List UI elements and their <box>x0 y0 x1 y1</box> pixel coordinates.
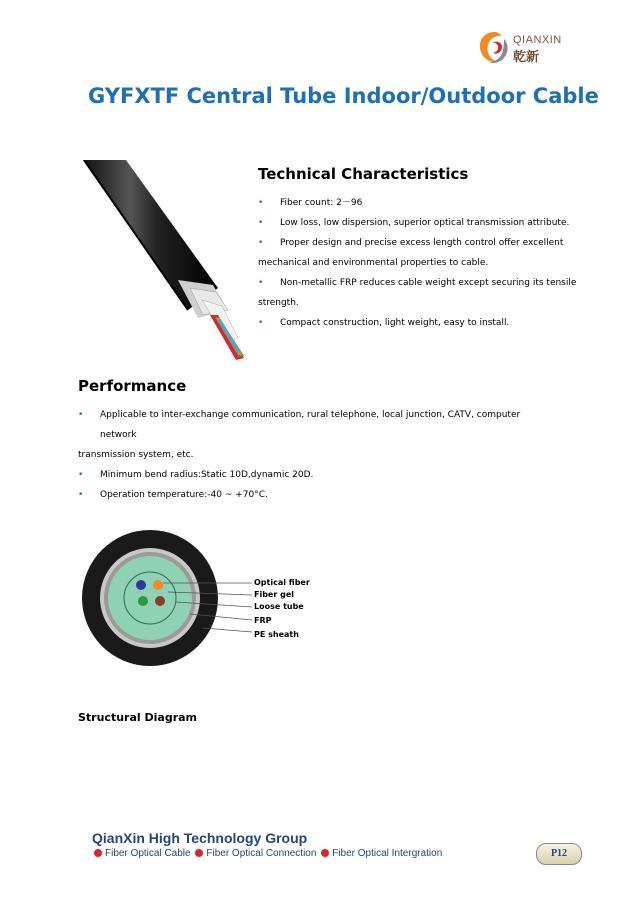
technical-heading: Technical Characteristics <box>258 165 469 183</box>
diagram-label: PE sheath <box>254 630 299 639</box>
bullet-icon: • <box>258 238 264 248</box>
footer-item: Fiber Optical Cable <box>105 848 191 859</box>
list-item-continuation: mechanical and environmental properties to cable. <box>258 258 489 268</box>
list-item <box>78 465 558 485</box>
logo-chinese: 乾新 <box>513 50 540 65</box>
list-item-text: Applicable to inter-exchange communication, rural telephone, local junction, CATV, computer network <box>100 410 521 440</box>
list-item-text: Fiber count: 2－96 <box>280 198 363 208</box>
list-item <box>78 485 558 505</box>
red-dot-icon <box>321 849 329 857</box>
footer-tagline <box>92 848 442 859</box>
list-item-text: Non-metallic FRP reduces cable weight except securing its tensile <box>280 278 577 288</box>
list-item <box>258 213 578 233</box>
performance-heading: Performance <box>78 377 187 395</box>
list-item-text: Low loss, low dispersion, superior optical transmission attribute. <box>280 218 570 228</box>
red-dot-icon <box>195 849 203 857</box>
bullet-icon: • <box>258 218 264 228</box>
bullet-icon: • <box>78 470 84 480</box>
footer-company: QianXin High Technology Group <box>92 830 308 846</box>
page-number-badge: P12 <box>536 843 582 865</box>
footer-item: Fiber Optical Connection <box>206 848 317 859</box>
diagram-label: Loose tube <box>254 602 304 611</box>
diagram-label: Optical fiber <box>254 578 310 587</box>
list-item <box>258 193 578 213</box>
bullet-icon: • <box>78 410 84 420</box>
cable-illustration <box>78 160 253 370</box>
cross-section-diagram <box>78 530 258 670</box>
logo-mark-icon <box>478 30 512 66</box>
footer-item: Fiber Optical Intergration <box>332 848 443 859</box>
company-logo <box>478 28 568 68</box>
list-item-continuation: transmission system, etc. <box>78 450 194 460</box>
bullet-icon: • <box>258 318 264 328</box>
logo-wordmark: QIANXIN <box>513 34 562 46</box>
bullet-icon: • <box>258 278 264 288</box>
list-item-text: Compact construction, light weight, easy to install. <box>280 318 510 328</box>
diagram-labels <box>254 577 310 641</box>
list-item <box>258 313 578 333</box>
bullet-icon: • <box>258 198 264 208</box>
page-title: GYFXTF Central Tube Indoor/Outdoor Cable <box>88 84 599 108</box>
list-item-continuation: strength. <box>258 298 299 308</box>
diagram-label: FRP <box>254 616 272 625</box>
list-item <box>258 273 578 293</box>
list-item-text: Minimum bend radius:Static 10D,dynamic 20D. <box>100 470 314 480</box>
performance-list <box>78 405 558 505</box>
diagram-label: Fiber gel <box>254 590 294 599</box>
red-dot-icon <box>94 849 102 857</box>
bullet-icon: • <box>78 490 84 500</box>
diagram-caption: Structural Diagram <box>78 711 198 724</box>
list-item-text: Proper design and precise excess length control offer excellent <box>280 238 564 248</box>
list-item <box>258 233 578 253</box>
list-item <box>78 405 558 445</box>
technical-list <box>258 193 578 333</box>
list-item-text: Operation temperature:-40 ~ +70°C. <box>100 490 268 500</box>
